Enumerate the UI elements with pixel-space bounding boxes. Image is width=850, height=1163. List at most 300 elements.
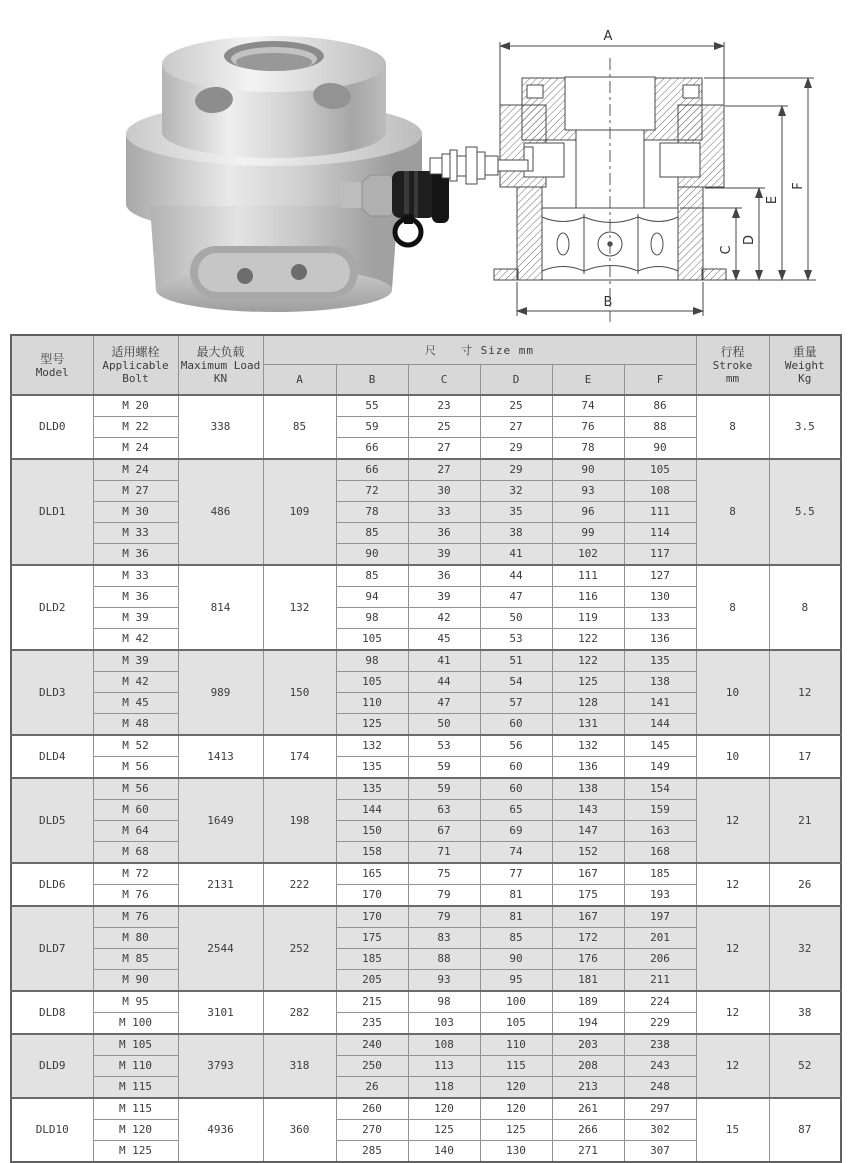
header-col-B: B [336, 364, 408, 395]
cell-weight: 12 [769, 650, 841, 735]
cell-c: 25 [408, 417, 480, 438]
cell-e: 261 [552, 1098, 624, 1120]
cell-e: 99 [552, 523, 624, 544]
cell-e: 131 [552, 714, 624, 736]
cell-model: DLD5 [11, 778, 93, 863]
cell-f: 243 [624, 1056, 696, 1077]
spec-row-dld8-0 [11, 991, 841, 1013]
spec-row-dld1-0 [11, 459, 841, 481]
cell-b: 66 [336, 438, 408, 460]
cell-bolt: M 27 [93, 481, 178, 502]
cell-d: 81 [480, 885, 552, 907]
cell-bolt: M 115 [93, 1077, 178, 1099]
cell-e: 189 [552, 991, 624, 1013]
cell-f: 136 [624, 629, 696, 651]
cell-c: 71 [408, 842, 480, 864]
cell-d: 57 [480, 693, 552, 714]
cell-d: 120 [480, 1098, 552, 1120]
cell-a: 198 [263, 778, 336, 863]
cell-bolt: M 110 [93, 1056, 178, 1077]
cell-stroke: 12 [696, 863, 769, 906]
cell-bolt: M 30 [93, 502, 178, 523]
cell-weight: 38 [769, 991, 841, 1034]
cell-bolt: M 48 [93, 714, 178, 736]
cell-f: 185 [624, 863, 696, 885]
cell-b: 85 [336, 565, 408, 587]
header-bolt [93, 335, 178, 395]
cell-d: 25 [480, 395, 552, 417]
cell-f: 135 [624, 650, 696, 672]
cell-bolt: M 33 [93, 565, 178, 587]
bottom-hole-left [237, 268, 253, 284]
cell-d: 90 [480, 949, 552, 970]
cell-c: 44 [408, 672, 480, 693]
cell-d: 110 [480, 1034, 552, 1056]
cell-bolt: M 68 [93, 842, 178, 864]
spec-table-body [11, 395, 841, 1162]
header-model [11, 335, 93, 395]
cell-a: 85 [263, 395, 336, 459]
cell-e: 122 [552, 650, 624, 672]
device-top-cylinder [162, 36, 386, 158]
cell-f: 127 [624, 565, 696, 587]
cell-c: 140 [408, 1141, 480, 1163]
spec-row-dld3-0 [11, 650, 841, 672]
header-bolt-en2: Bolt [122, 372, 149, 385]
cell-b: 150 [336, 821, 408, 842]
cell-bolt: M 24 [93, 438, 178, 460]
cell-load: 338 [178, 395, 263, 459]
header-bolt-zh: 适用螺栓 [111, 345, 160, 359]
cell-c: 45 [408, 629, 480, 651]
cell-d: 56 [480, 735, 552, 757]
cell-bolt: M 95 [93, 991, 178, 1013]
cell-b: 240 [336, 1034, 408, 1056]
cell-e: 152 [552, 842, 624, 864]
cell-bolt: M 56 [93, 778, 178, 800]
cell-d: 54 [480, 672, 552, 693]
cell-bolt: M 52 [93, 735, 178, 757]
cell-d: 44 [480, 565, 552, 587]
cell-f: 193 [624, 885, 696, 907]
cell-c: 120 [408, 1098, 480, 1120]
cell-f: 141 [624, 693, 696, 714]
cell-a: 252 [263, 906, 336, 991]
cell-stroke: 12 [696, 906, 769, 991]
cell-f: 248 [624, 1077, 696, 1099]
dimension-E [725, 106, 788, 280]
cell-d: 41 [480, 544, 552, 566]
cell-load: 3793 [178, 1034, 263, 1098]
cell-f: 206 [624, 949, 696, 970]
cell-a: 282 [263, 991, 336, 1034]
cell-e: 147 [552, 821, 624, 842]
cell-bolt: M 90 [93, 970, 178, 992]
cell-c: 33 [408, 502, 480, 523]
header-load-en: Maximum Load [180, 359, 261, 372]
cell-load: 989 [178, 650, 263, 735]
cell-d: 95 [480, 970, 552, 992]
device-bottom-cutout [190, 246, 358, 298]
cell-b: 66 [336, 459, 408, 481]
foot-left [494, 269, 518, 280]
cell-e: 167 [552, 906, 624, 928]
cell-b: 260 [336, 1098, 408, 1120]
dim-label-d: D [742, 234, 757, 246]
cell-f: 229 [624, 1013, 696, 1035]
cell-bolt: M 24 [93, 459, 178, 481]
cell-model: DLD4 [11, 735, 93, 778]
cell-bolt: M 42 [93, 672, 178, 693]
header-stroke-zh: 行程 [720, 345, 745, 359]
cell-c: 53 [408, 735, 480, 757]
cell-model: DLD8 [11, 991, 93, 1034]
cell-b: 105 [336, 672, 408, 693]
cell-model: DLD6 [11, 863, 93, 906]
spec-row-dld5-0 [11, 778, 841, 800]
cell-c: 88 [408, 949, 480, 970]
header-weight-en: Weight [784, 359, 825, 372]
cell-d: 130 [480, 1141, 552, 1163]
cell-bolt: M 36 [93, 587, 178, 608]
cell-f: 105 [624, 459, 696, 481]
spec-row-dld6-0 [11, 863, 841, 885]
cell-b: 78 [336, 502, 408, 523]
cell-d: 60 [480, 778, 552, 800]
cell-bolt: M 105 [93, 1034, 178, 1056]
cell-f: 201 [624, 928, 696, 949]
header-stroke-unit: mm [725, 372, 740, 385]
cell-a: 222 [263, 863, 336, 906]
cell-stroke: 10 [696, 735, 769, 778]
cell-b: 205 [336, 970, 408, 992]
cell-weight: 3.5 [769, 395, 841, 459]
cell-c: 79 [408, 885, 480, 907]
header-model-zh: 型号 [40, 351, 65, 366]
product-photo [52, 6, 456, 318]
foot-right [702, 269, 726, 280]
cell-stroke: 10 [696, 650, 769, 735]
cell-f: 90 [624, 438, 696, 460]
cell-stroke: 12 [696, 1034, 769, 1098]
cell-c: 59 [408, 757, 480, 779]
cell-d: 51 [480, 650, 552, 672]
cell-a: 132 [263, 565, 336, 650]
cell-c: 93 [408, 970, 480, 992]
cell-e: 194 [552, 1013, 624, 1035]
cell-e: 90 [552, 459, 624, 481]
cell-e: 93 [552, 481, 624, 502]
cell-d: 32 [480, 481, 552, 502]
cell-stroke: 12 [696, 991, 769, 1034]
cell-c: 41 [408, 650, 480, 672]
cell-bolt: M 33 [93, 523, 178, 544]
cell-weight: 8 [769, 565, 841, 650]
cell-b: 158 [336, 842, 408, 864]
cell-c: 83 [408, 928, 480, 949]
dimension-B [517, 282, 703, 316]
cell-c: 59 [408, 778, 480, 800]
cell-d: 29 [480, 438, 552, 460]
cell-f: 168 [624, 842, 696, 864]
dim-label-a: A [603, 29, 613, 44]
cell-d: 50 [480, 608, 552, 629]
cell-bolt: M 76 [93, 885, 178, 907]
cell-e: 213 [552, 1077, 624, 1099]
cell-f: 133 [624, 608, 696, 629]
cell-b: 135 [336, 757, 408, 779]
cell-f: 159 [624, 800, 696, 821]
cell-bolt: M 39 [93, 650, 178, 672]
cell-c: 39 [408, 544, 480, 566]
header-model-en: Model [35, 365, 69, 379]
cell-load: 814 [178, 565, 263, 650]
cell-b: 235 [336, 1013, 408, 1035]
cell-c: 103 [408, 1013, 480, 1035]
spec-table-header [11, 335, 841, 395]
cell-model: DLD9 [11, 1034, 93, 1098]
cell-e: 102 [552, 544, 624, 566]
cell-bolt: M 45 [93, 693, 178, 714]
cell-weight: 17 [769, 735, 841, 778]
cell-a: 174 [263, 735, 336, 778]
cell-bolt: M 100 [93, 1013, 178, 1035]
cell-model: DLD2 [11, 565, 93, 650]
cell-f: 145 [624, 735, 696, 757]
cell-d: 69 [480, 821, 552, 842]
spec-row-dld0-0 [11, 395, 841, 417]
cell-f: 238 [624, 1034, 696, 1056]
cell-c: 47 [408, 693, 480, 714]
cell-e: 119 [552, 608, 624, 629]
cell-load: 2131 [178, 863, 263, 906]
cell-e: 203 [552, 1034, 624, 1056]
cell-e: 176 [552, 949, 624, 970]
cell-e: 271 [552, 1141, 624, 1163]
cell-f: 111 [624, 502, 696, 523]
cell-bolt: M 120 [93, 1120, 178, 1141]
cell-c: 39 [408, 587, 480, 608]
cell-bolt: M 80 [93, 928, 178, 949]
spec-row-dld10-0 [11, 1098, 841, 1120]
cell-c: 108 [408, 1034, 480, 1056]
product-photo-graphic [52, 6, 456, 318]
cell-bolt: M 72 [93, 863, 178, 885]
cell-b: 215 [336, 991, 408, 1013]
header-load-unit: KN [213, 372, 228, 385]
header-weight-unit: Kg [798, 372, 812, 385]
cell-b: 72 [336, 481, 408, 502]
cell-f: 297 [624, 1098, 696, 1120]
cell-e: 266 [552, 1120, 624, 1141]
cell-d: 53 [480, 629, 552, 651]
header-col-D: D [480, 364, 552, 395]
technical-drawing [424, 0, 848, 332]
cell-f: 163 [624, 821, 696, 842]
cell-b: 175 [336, 928, 408, 949]
cell-load: 1649 [178, 778, 263, 863]
cell-bolt: M 76 [93, 906, 178, 928]
cell-d: 77 [480, 863, 552, 885]
cell-f: 117 [624, 544, 696, 566]
cell-f: 114 [624, 523, 696, 544]
cell-f: 138 [624, 672, 696, 693]
cell-f: 197 [624, 906, 696, 928]
dimension-D [705, 188, 765, 280]
cell-b: 250 [336, 1056, 408, 1077]
cell-b: 170 [336, 885, 408, 907]
spec-row-dld7-0 [11, 906, 841, 928]
cell-c: 27 [408, 459, 480, 481]
dim-label-b: B [603, 295, 613, 310]
cell-bolt: M 60 [93, 800, 178, 821]
nipple-fitting [430, 147, 498, 184]
cell-e: 167 [552, 863, 624, 885]
cell-bolt: M 125 [93, 1141, 178, 1163]
cell-e: 96 [552, 502, 624, 523]
cell-weight: 21 [769, 778, 841, 863]
cell-bolt: M 64 [93, 821, 178, 842]
cell-model: DLD7 [11, 906, 93, 991]
dim-label-e: E [765, 195, 780, 205]
cell-b: 98 [336, 650, 408, 672]
cell-c: 50 [408, 714, 480, 736]
cell-e: 125 [552, 672, 624, 693]
cell-d: 38 [480, 523, 552, 544]
cell-bolt: M 115 [93, 1098, 178, 1120]
cell-b: 125 [336, 714, 408, 736]
header-size-title: 尺 寸 Size mm [263, 335, 696, 364]
header-stroke [696, 335, 769, 395]
cell-bolt: M 39 [93, 608, 178, 629]
cell-c: 42 [408, 608, 480, 629]
cell-load: 2544 [178, 906, 263, 991]
cell-c: 27 [408, 438, 480, 460]
cell-f: 211 [624, 970, 696, 992]
cell-b: 165 [336, 863, 408, 885]
cell-c: 113 [408, 1056, 480, 1077]
cell-d: 85 [480, 928, 552, 949]
cell-e: 138 [552, 778, 624, 800]
cell-d: 47 [480, 587, 552, 608]
header-col-F: F [624, 364, 696, 395]
cell-weight: 87 [769, 1098, 841, 1162]
cell-f: 307 [624, 1141, 696, 1163]
cell-f: 144 [624, 714, 696, 736]
cell-d: 65 [480, 800, 552, 821]
header-col-C: C [408, 364, 480, 395]
cell-a: 109 [263, 459, 336, 565]
cell-f: 154 [624, 778, 696, 800]
header-stroke-en: Stroke [712, 359, 753, 372]
cell-weight: 26 [769, 863, 841, 906]
cell-d: 120 [480, 1077, 552, 1099]
cell-e: 74 [552, 395, 624, 417]
cell-f: 88 [624, 417, 696, 438]
cell-e: 128 [552, 693, 624, 714]
cell-f: 130 [624, 587, 696, 608]
header-col-A: A [263, 364, 336, 395]
cell-d: 35 [480, 502, 552, 523]
cell-weight: 52 [769, 1034, 841, 1098]
cell-bolt: M 36 [93, 544, 178, 566]
cell-b: 170 [336, 906, 408, 928]
cell-b: 26 [336, 1077, 408, 1099]
cell-e: 116 [552, 587, 624, 608]
cell-bolt: M 42 [93, 629, 178, 651]
cell-d: 115 [480, 1056, 552, 1077]
dim-label-f: F [791, 182, 806, 190]
cell-stroke: 8 [696, 565, 769, 650]
cell-weight: 32 [769, 906, 841, 991]
cell-c: 63 [408, 800, 480, 821]
cell-bolt: M 22 [93, 417, 178, 438]
cell-a: 360 [263, 1098, 336, 1162]
cell-bolt: M 85 [93, 949, 178, 970]
cell-load: 4936 [178, 1098, 263, 1162]
cell-d: 74 [480, 842, 552, 864]
cell-f: 108 [624, 481, 696, 502]
cell-a: 150 [263, 650, 336, 735]
cell-c: 36 [408, 565, 480, 587]
cell-weight: 5.5 [769, 459, 841, 565]
cell-c: 23 [408, 395, 480, 417]
cell-d: 60 [480, 714, 552, 736]
spec-table [10, 334, 842, 1163]
header-col-E: E [552, 364, 624, 395]
cell-b: 110 [336, 693, 408, 714]
cell-e: 175 [552, 885, 624, 907]
cell-b: 185 [336, 949, 408, 970]
header-weight [769, 335, 841, 395]
cell-f: 224 [624, 991, 696, 1013]
cell-e: 172 [552, 928, 624, 949]
cell-c: 30 [408, 481, 480, 502]
cell-c: 67 [408, 821, 480, 842]
cell-load: 1413 [178, 735, 263, 778]
cell-c: 36 [408, 523, 480, 544]
spec-row-dld9-0 [11, 1034, 841, 1056]
cell-b: 85 [336, 523, 408, 544]
cell-e: 181 [552, 970, 624, 992]
cell-b: 94 [336, 587, 408, 608]
cell-model: DLD3 [11, 650, 93, 735]
cell-d: 125 [480, 1120, 552, 1141]
spec-row-dld4-0 [11, 735, 841, 757]
cell-bolt: M 56 [93, 757, 178, 779]
cell-b: 98 [336, 608, 408, 629]
cell-stroke: 8 [696, 459, 769, 565]
cell-b: 55 [336, 395, 408, 417]
cell-load: 486 [178, 459, 263, 565]
cell-d: 100 [480, 991, 552, 1013]
cell-b: 132 [336, 735, 408, 757]
cell-load: 3101 [178, 991, 263, 1034]
spec-row-dld2-0 [11, 565, 841, 587]
header-load-zh: 最大负载 [196, 345, 245, 359]
cell-c: 98 [408, 991, 480, 1013]
cell-stroke: 15 [696, 1098, 769, 1162]
cell-b: 105 [336, 629, 408, 651]
cell-b: 270 [336, 1120, 408, 1141]
cell-model: DLD0 [11, 395, 93, 459]
cell-a: 318 [263, 1034, 336, 1098]
bottom-hole-right [291, 264, 307, 280]
cell-f: 86 [624, 395, 696, 417]
cell-bolt: M 20 [93, 395, 178, 417]
cell-b: 59 [336, 417, 408, 438]
cell-e: 136 [552, 757, 624, 779]
